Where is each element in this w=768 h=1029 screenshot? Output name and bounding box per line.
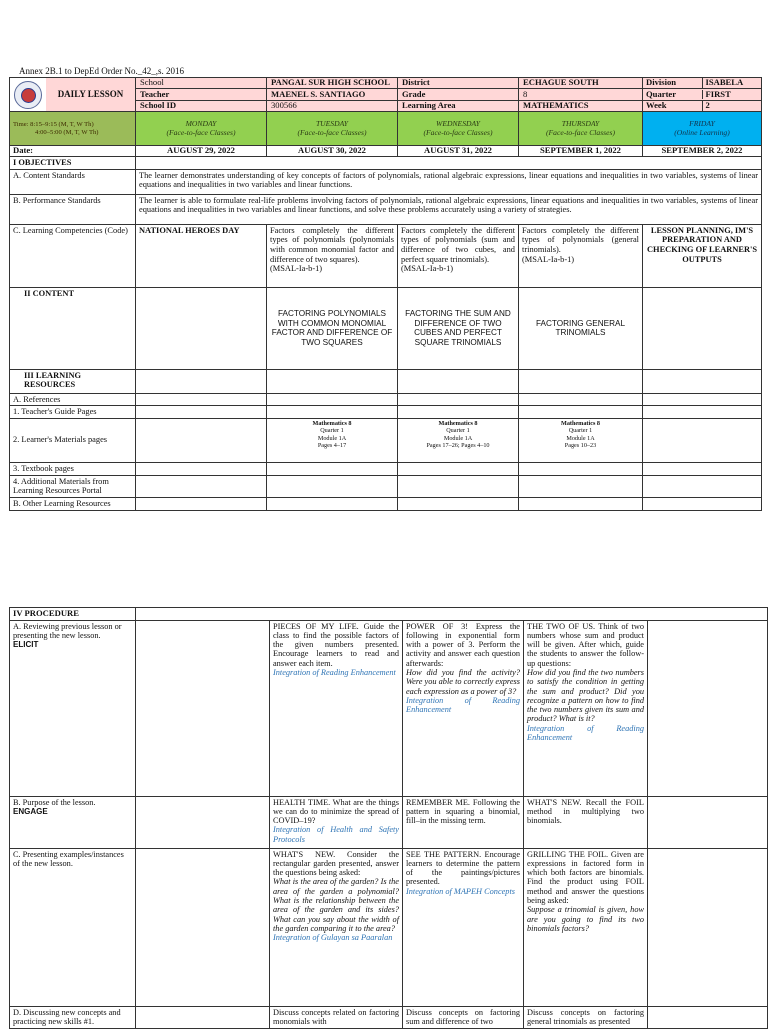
textbook-label: 3. Textbook pages: [10, 462, 136, 475]
date-thursday: SEPTEMBER 1, 2022: [519, 146, 643, 157]
grade-label: Grade: [398, 89, 519, 100]
proc-a-wednesday-integration: Integration of Reading Enhancement: [406, 695, 520, 715]
learners-materials-label: 2. Learner's Materials pages: [10, 418, 136, 462]
proc-a-thursday: THE TWO OF US. Think of two numbers whose sum and product will be given. After which, guide the students to answer the follow-up questions: How did you find the two numbers to satisfy the condition in getting the sum and product? Did you recognize a pattern on how to find the two numbers given its sum and product? What is it? Integration of Reading Enhancement: [524, 620, 648, 796]
proc-d-tuesday: Discuss concepts related on factoring monomials with: [270, 1006, 403, 1028]
teacher-value: MAENEL S. SANTIAGO: [267, 89, 398, 100]
competency-thursday: Factors completely the different types of polynomials (general trinomials). (MSAL-Ia-b-1): [519, 224, 643, 287]
learning-area-label: Learning Area: [398, 100, 519, 111]
procedure-table: [9, 607, 768, 1029]
materials-thursday: Mathematics 8 Quarter 1 Module 1A Pages 10–23: [519, 418, 643, 462]
grade-value: 8: [519, 89, 643, 100]
day-friday: FRIDAY (Online Learning): [643, 112, 762, 146]
proc-b-thursday: WHAT'S NEW. Recall the FOIL method in multiplying two binomials.: [524, 796, 648, 848]
content-thursday: FACTORING GENERAL TRINOMIALS: [519, 287, 643, 369]
proc-a-thursday-integration: Integration of Reading Enhancement: [527, 723, 644, 742]
engage-tag: ENGAGE: [13, 806, 48, 816]
materials-wednesday: Mathematics 8 Quarter 1 Module 1A Pages 17–26; Pages 4–10: [398, 418, 519, 462]
content-tuesday: FACTORING POLYNOMIALS WITH COMMON MONOMIAL FACTOR AND DIFFERENCE OF TWO SQUARES: [267, 287, 398, 369]
performance-standards-text: The learner is able to formulate real-life problems involving factors of polynomials, rational algebraic expressions, linear equations and inequalities in two variables, systems of linear equations and inequalities in two variables and linear functions, and solve these problems accurately using a variety of strategies.: [136, 194, 762, 224]
proc-c-label: C. Presenting examples/instances of the new lesson.: [10, 848, 136, 1006]
content-monday: [136, 287, 267, 369]
learning-area-value: MATHEMATICS: [519, 100, 643, 111]
date-label: Date:: [10, 146, 136, 157]
header-left-block: [10, 78, 136, 112]
proc-a-label: A. Reviewing previous lesson or presenting the new lesson. ELICIT: [10, 620, 136, 796]
proc-b-tuesday: HEALTH TIME. What are the things we can do to minimize the spread of COVID–19? Integration of Health and Safety Protocols: [270, 796, 403, 848]
schoolid-label: School ID: [136, 100, 267, 111]
proc-a-tuesday-integration: Integration of Reading Enhancement: [273, 668, 396, 678]
competency-wednesday: Factors completely the different types of polynomials (sum and difference of two cubes, and perfect square trinomials). (MSAL-Ia-b-1): [398, 224, 519, 287]
proc-c-wednesday: SEE THE PATTERN. Encourage learners to determine the pattern of the paintings/pictures presented. Integration of MAPEH Concepts: [403, 848, 524, 1006]
competency-thursday-code: (MSAL-Ia-b-1): [522, 254, 575, 264]
division-cell: [643, 78, 762, 89]
date-monday: AUGUST 29, 2022: [136, 146, 267, 157]
school-value: PANGAL SUR HIGH SCHOOL: [267, 78, 398, 89]
content-wednesday: FACTORING THE SUM AND DIFFERENCE OF TWO CUBES AND PERFECT SQUARE TRINOMIALS: [398, 287, 519, 369]
proc-b-tuesday-integration: Integration of Health and Safety Protocols: [273, 825, 399, 844]
district-label: District: [398, 78, 519, 89]
resources-heading: III LEARNING RESOURCES: [10, 369, 136, 393]
proc-c-tuesday: WHAT'S NEW. Consider the rectangular garden presented, answer the questions being asked: What is the area of the garden? Is the area of the garden a polynomial? What is the relationship between the area of the garden and its sides? What can you say about the width of the garden comparing it to the area? Integration of Gulayan sa Paaralan: [270, 848, 403, 1006]
proc-a-wednesday: POWER OF 3! Express the following in exponential form with a power of 3. Perform the activity and answer each question afterwards: How did you find the activity? Were you able to correctly express each expression as a power of 3? Integration of Reading Enhancement: [403, 620, 524, 796]
district-value: ECHAGUE SOUTH: [519, 78, 643, 89]
content-friday: [643, 287, 762, 369]
procedure-heading: IV PROCEDURE: [10, 608, 136, 621]
additional-materials-label: 4. Additional Materials from Learning Resources Portal: [10, 475, 136, 497]
week-cell: [643, 100, 762, 111]
objectives-heading: I OBJECTIVES: [10, 157, 136, 170]
annex-line: Annex 2B.1 to DepEd Order No._42_,s. 2016: [19, 66, 184, 76]
date-friday: SEPTEMBER 2, 2022: [643, 146, 762, 157]
elicit-tag: ELICIT: [13, 640, 39, 650]
day-thursday: THURSDAY (Face-to-face Classes): [519, 112, 643, 146]
content-standards-label: A. Content Standards: [10, 169, 136, 194]
content-heading: II CONTENT: [10, 287, 136, 369]
proc-d-wednesday: Discuss concepts on factoring sum and difference of two: [403, 1006, 524, 1028]
schoolid-value: 300566: [267, 100, 398, 111]
proc-a-tuesday: PIECES OF MY LIFE. Guide the class to find the possible factors of the given numbers presented. Encourage learners to read and answer each item. Integration of Reading Enhancement: [270, 620, 403, 796]
proc-d-label: D. Discussing new concepts and practicing new skills #1.: [10, 1006, 136, 1028]
week-value: 2: [702, 101, 762, 111]
teachers-guide-label: 1. Teacher's Guide Pages: [10, 406, 136, 419]
time-cell: [10, 112, 136, 146]
other-resources-label: B. Other Learning Resources: [10, 497, 136, 510]
proc-b-wednesday: REMEMBER ME. Following the pattern in squaring a binomial, fill–in the missing term.: [403, 796, 524, 848]
quarter-cell: [643, 89, 762, 100]
references-label: A. References: [10, 393, 136, 406]
day-tuesday: TUESDAY (Face-to-face Classes): [267, 112, 398, 146]
performance-standards-label: B. Performance Standards: [10, 194, 136, 224]
objectives-blank: [136, 157, 762, 170]
competency-friday: LESSON PLANNING, IM'S PREPARATION AND CHECKING OF LEARNER'S OUTPUTS: [643, 224, 762, 287]
deped-seal-icon: [14, 81, 42, 109]
quarter-value: FIRST: [702, 90, 762, 100]
proc-d-thursday: Discuss concepts on factoring general trinomials as presented: [524, 1006, 648, 1028]
daily-lesson-title: DAILY LESSON: [46, 78, 135, 111]
competency-tuesday-code: (MSAL-Ia-b-1): [270, 264, 323, 274]
date-tuesday: AUGUST 30, 2022: [267, 146, 398, 157]
division-label: Division: [646, 77, 677, 88]
dll-top-table: [9, 77, 762, 511]
school-label: School: [136, 78, 267, 89]
proc-c-tuesday-integration: Integration of Gulayan sa Paaralan: [273, 933, 393, 943]
competency-tuesday: Factors completely the different types of polynomials (polynomials with common monomial factor and difference of two squares). (MSAL-Ia-b-1): [267, 224, 398, 287]
division-value: ISABELA: [702, 78, 762, 88]
day-wednesday: WEDNESDAY (Face-to-face Classes): [398, 112, 519, 146]
teacher-label: Teacher: [136, 89, 267, 100]
competency-wednesday-code: (MSAL-Ia-b-1): [401, 264, 454, 274]
competencies-label: C. Learning Competencies (Code): [10, 224, 136, 287]
quarter-label: Quarter: [646, 88, 677, 99]
proc-c-wednesday-integration: Integration of MAPEH Concepts: [406, 886, 515, 896]
date-wednesday: AUGUST 31, 2022: [398, 146, 519, 157]
proc-b-label: B. Purpose of the lesson. ENGAGE: [10, 796, 136, 848]
time-line-2: 4:00–5:00 (M, T, W Th): [35, 128, 99, 136]
week-label: Week: [646, 100, 667, 110]
materials-tuesday: Mathematics 8 Quarter 1 Module 1A Pages 4–17: [267, 418, 398, 462]
competency-monday: NATIONAL HEROES DAY: [136, 224, 267, 287]
proc-c-thursday: GRILLING THE FOIL. Given are expressions in factored form in which both factors are binomials. Find the product using FOIL method and answer the questions being asked: Suppose a trinomial is given, how are you going to find its two binomials factors?: [524, 848, 648, 1006]
content-standards-text: The learner demonstrates understanding of key concepts of factors of polynomials, rational algebraic expressions, linear equations and inequalities in two variables, systems of linear equations and inequalities in two variables and linear functions.: [136, 169, 762, 194]
time-line-1: Time: 8:15–9:15 (M, T, W Th): [13, 120, 94, 128]
day-monday: MONDAY (Face-to-face Classes): [136, 112, 267, 146]
